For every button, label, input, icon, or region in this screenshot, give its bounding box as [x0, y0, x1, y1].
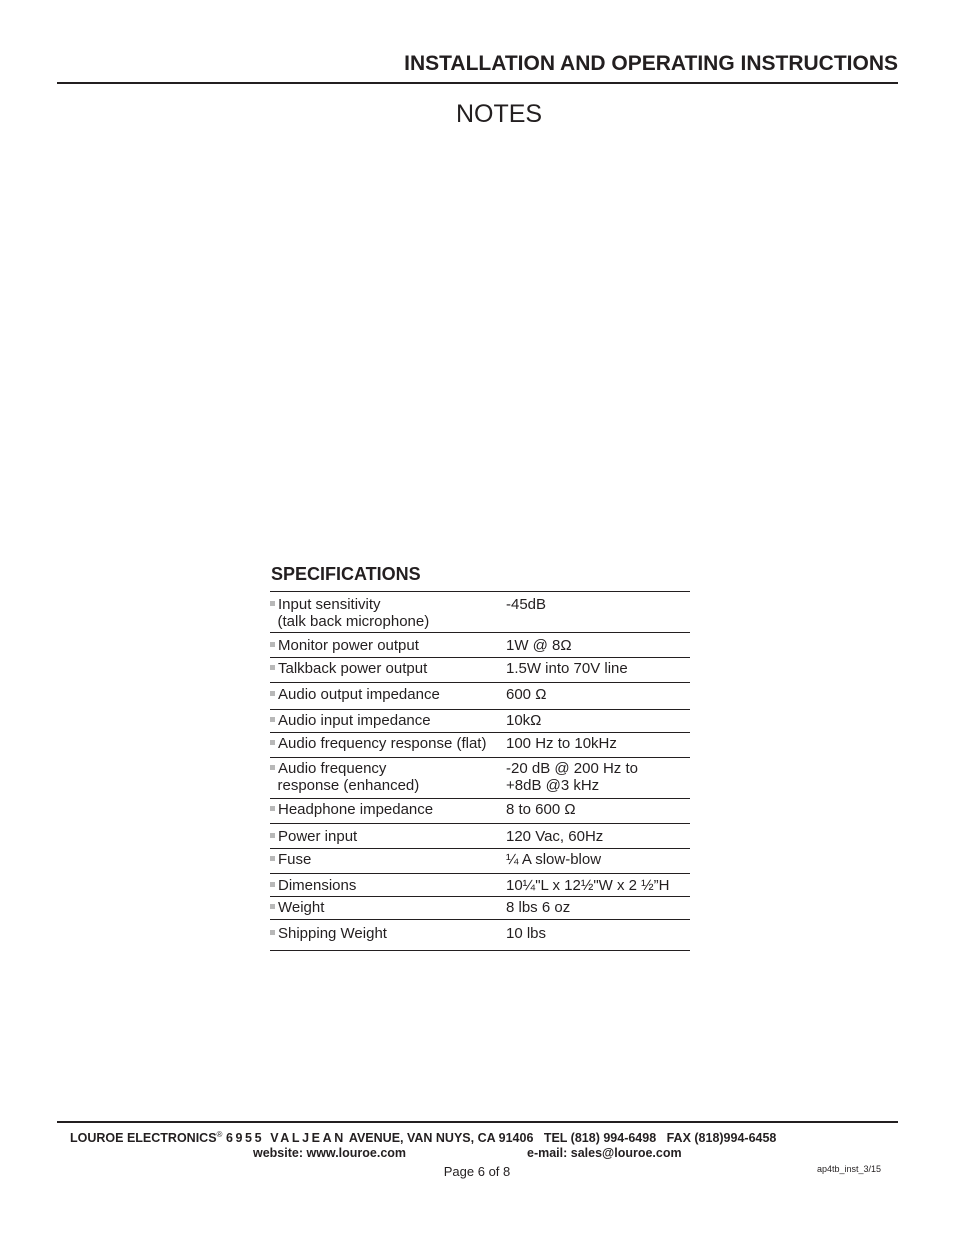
spec-label-text: Audio output impedance	[278, 686, 440, 703]
spec-value: 10kΩ	[506, 712, 542, 729]
spec-label-text: Talkback power output	[278, 660, 428, 677]
street-rest: AVENUE, VAN NUYS, CA 91406	[348, 1131, 534, 1146]
spec-label	[270, 877, 500, 894]
spec-value: 8 lbs 6 oz	[506, 899, 571, 916]
spec-row	[270, 799, 690, 824]
bullet-icon	[270, 665, 275, 670]
spec-label-text: Weight	[278, 899, 325, 916]
spec-row	[270, 874, 690, 897]
spec-row	[270, 592, 690, 633]
spec-label	[270, 712, 500, 729]
spec-label-text: Audio frequency response (enhanced)	[277, 760, 420, 794]
bullet-icon	[270, 717, 275, 722]
bullet-icon	[270, 856, 275, 861]
fax: FAX (818)994-6458	[666, 1131, 777, 1146]
spec-label	[270, 686, 500, 703]
bullet-icon	[270, 601, 275, 606]
bullet-icon	[270, 930, 275, 935]
spec-row	[270, 710, 690, 733]
spec-value: 100 Hz to 10kHz	[506, 735, 617, 752]
spec-label-text: Monitor power output	[278, 637, 419, 654]
page-number: Page 6 of 8	[443, 1164, 511, 1179]
footer-divider	[57, 1121, 898, 1123]
spec-label-text: Audio input impedance	[278, 712, 431, 729]
spec-label-text: Audio frequency response (flat)	[278, 735, 487, 752]
telephone: TEL (818) 994-6498	[543, 1131, 657, 1146]
spec-label	[270, 801, 500, 818]
bullet-icon	[270, 765, 275, 770]
page-header-title: INSTALLATION AND OPERATING INSTRUCTIONS	[404, 52, 898, 75]
spec-label-text: Power input	[278, 828, 358, 845]
header-divider	[57, 82, 898, 84]
spec-label	[270, 851, 500, 868]
spec-row	[270, 849, 690, 874]
spec-value: 600 Ω	[506, 686, 547, 703]
footer-contact-line	[70, 1130, 776, 1145]
company-name: LOUROE ELECTRONICS	[70, 1131, 217, 1146]
spec-row	[270, 633, 690, 658]
spec-row	[270, 683, 690, 710]
website-link[interactable]: website: www.louroe.com	[253, 1146, 407, 1160]
specifications-heading: SPECIFICATIONS	[271, 564, 421, 584]
email-link[interactable]: e-mail: sales@louroe.com	[527, 1146, 682, 1160]
spec-label-text: Input sensitivity (talk back microphone)	[277, 596, 430, 630]
spec-label-text: Fuse	[278, 851, 312, 868]
spec-row	[270, 897, 690, 920]
spec-label-text: Shipping Weight	[278, 925, 387, 942]
spec-label-text: Headphone impedance	[278, 801, 434, 818]
spec-label	[270, 596, 500, 630]
specifications-table	[270, 591, 690, 951]
spec-label-text: Dimensions	[278, 877, 357, 894]
spec-label	[270, 735, 500, 752]
spec-value: -20 dB @ 200 Hz to +8dB @3 kHz	[506, 760, 638, 794]
bullet-icon	[270, 806, 275, 811]
spec-label	[270, 660, 500, 677]
spec-label	[270, 760, 500, 794]
spec-value: 120 Vac, 60Hz	[506, 828, 604, 845]
bullet-icon	[270, 691, 275, 696]
spec-value: 10¼"L x 12½"W x 2 ½”H	[506, 877, 670, 894]
spec-value: 1.5W into 70V line	[506, 660, 628, 677]
spec-value: -45dB	[506, 596, 547, 613]
spec-row	[270, 733, 690, 758]
spec-row	[270, 824, 690, 849]
bullet-icon	[270, 882, 275, 887]
spec-label	[270, 925, 500, 942]
notes-title: NOTES	[455, 100, 543, 128]
document-code: ap4tb_inst_3/15	[817, 1164, 882, 1174]
spec-row	[270, 920, 690, 951]
bullet-icon	[270, 904, 275, 909]
spec-label	[270, 828, 500, 845]
bullet-icon	[270, 642, 275, 647]
street-number-name: 6955 VALJEAN	[225, 1131, 346, 1146]
registered-mark: ®	[216, 1130, 223, 1139]
spec-value: ¼ A slow-blow	[506, 851, 602, 868]
spec-label	[270, 899, 500, 916]
spec-value: 10 lbs	[506, 925, 547, 942]
spec-label	[270, 637, 500, 654]
spec-value: 8 to 600 Ω	[506, 801, 576, 818]
spec-row	[270, 758, 690, 799]
bullet-icon	[270, 740, 275, 745]
spec-value: 1W @ 8Ω	[506, 637, 572, 654]
bullet-icon	[270, 833, 275, 838]
spec-row	[270, 658, 690, 683]
